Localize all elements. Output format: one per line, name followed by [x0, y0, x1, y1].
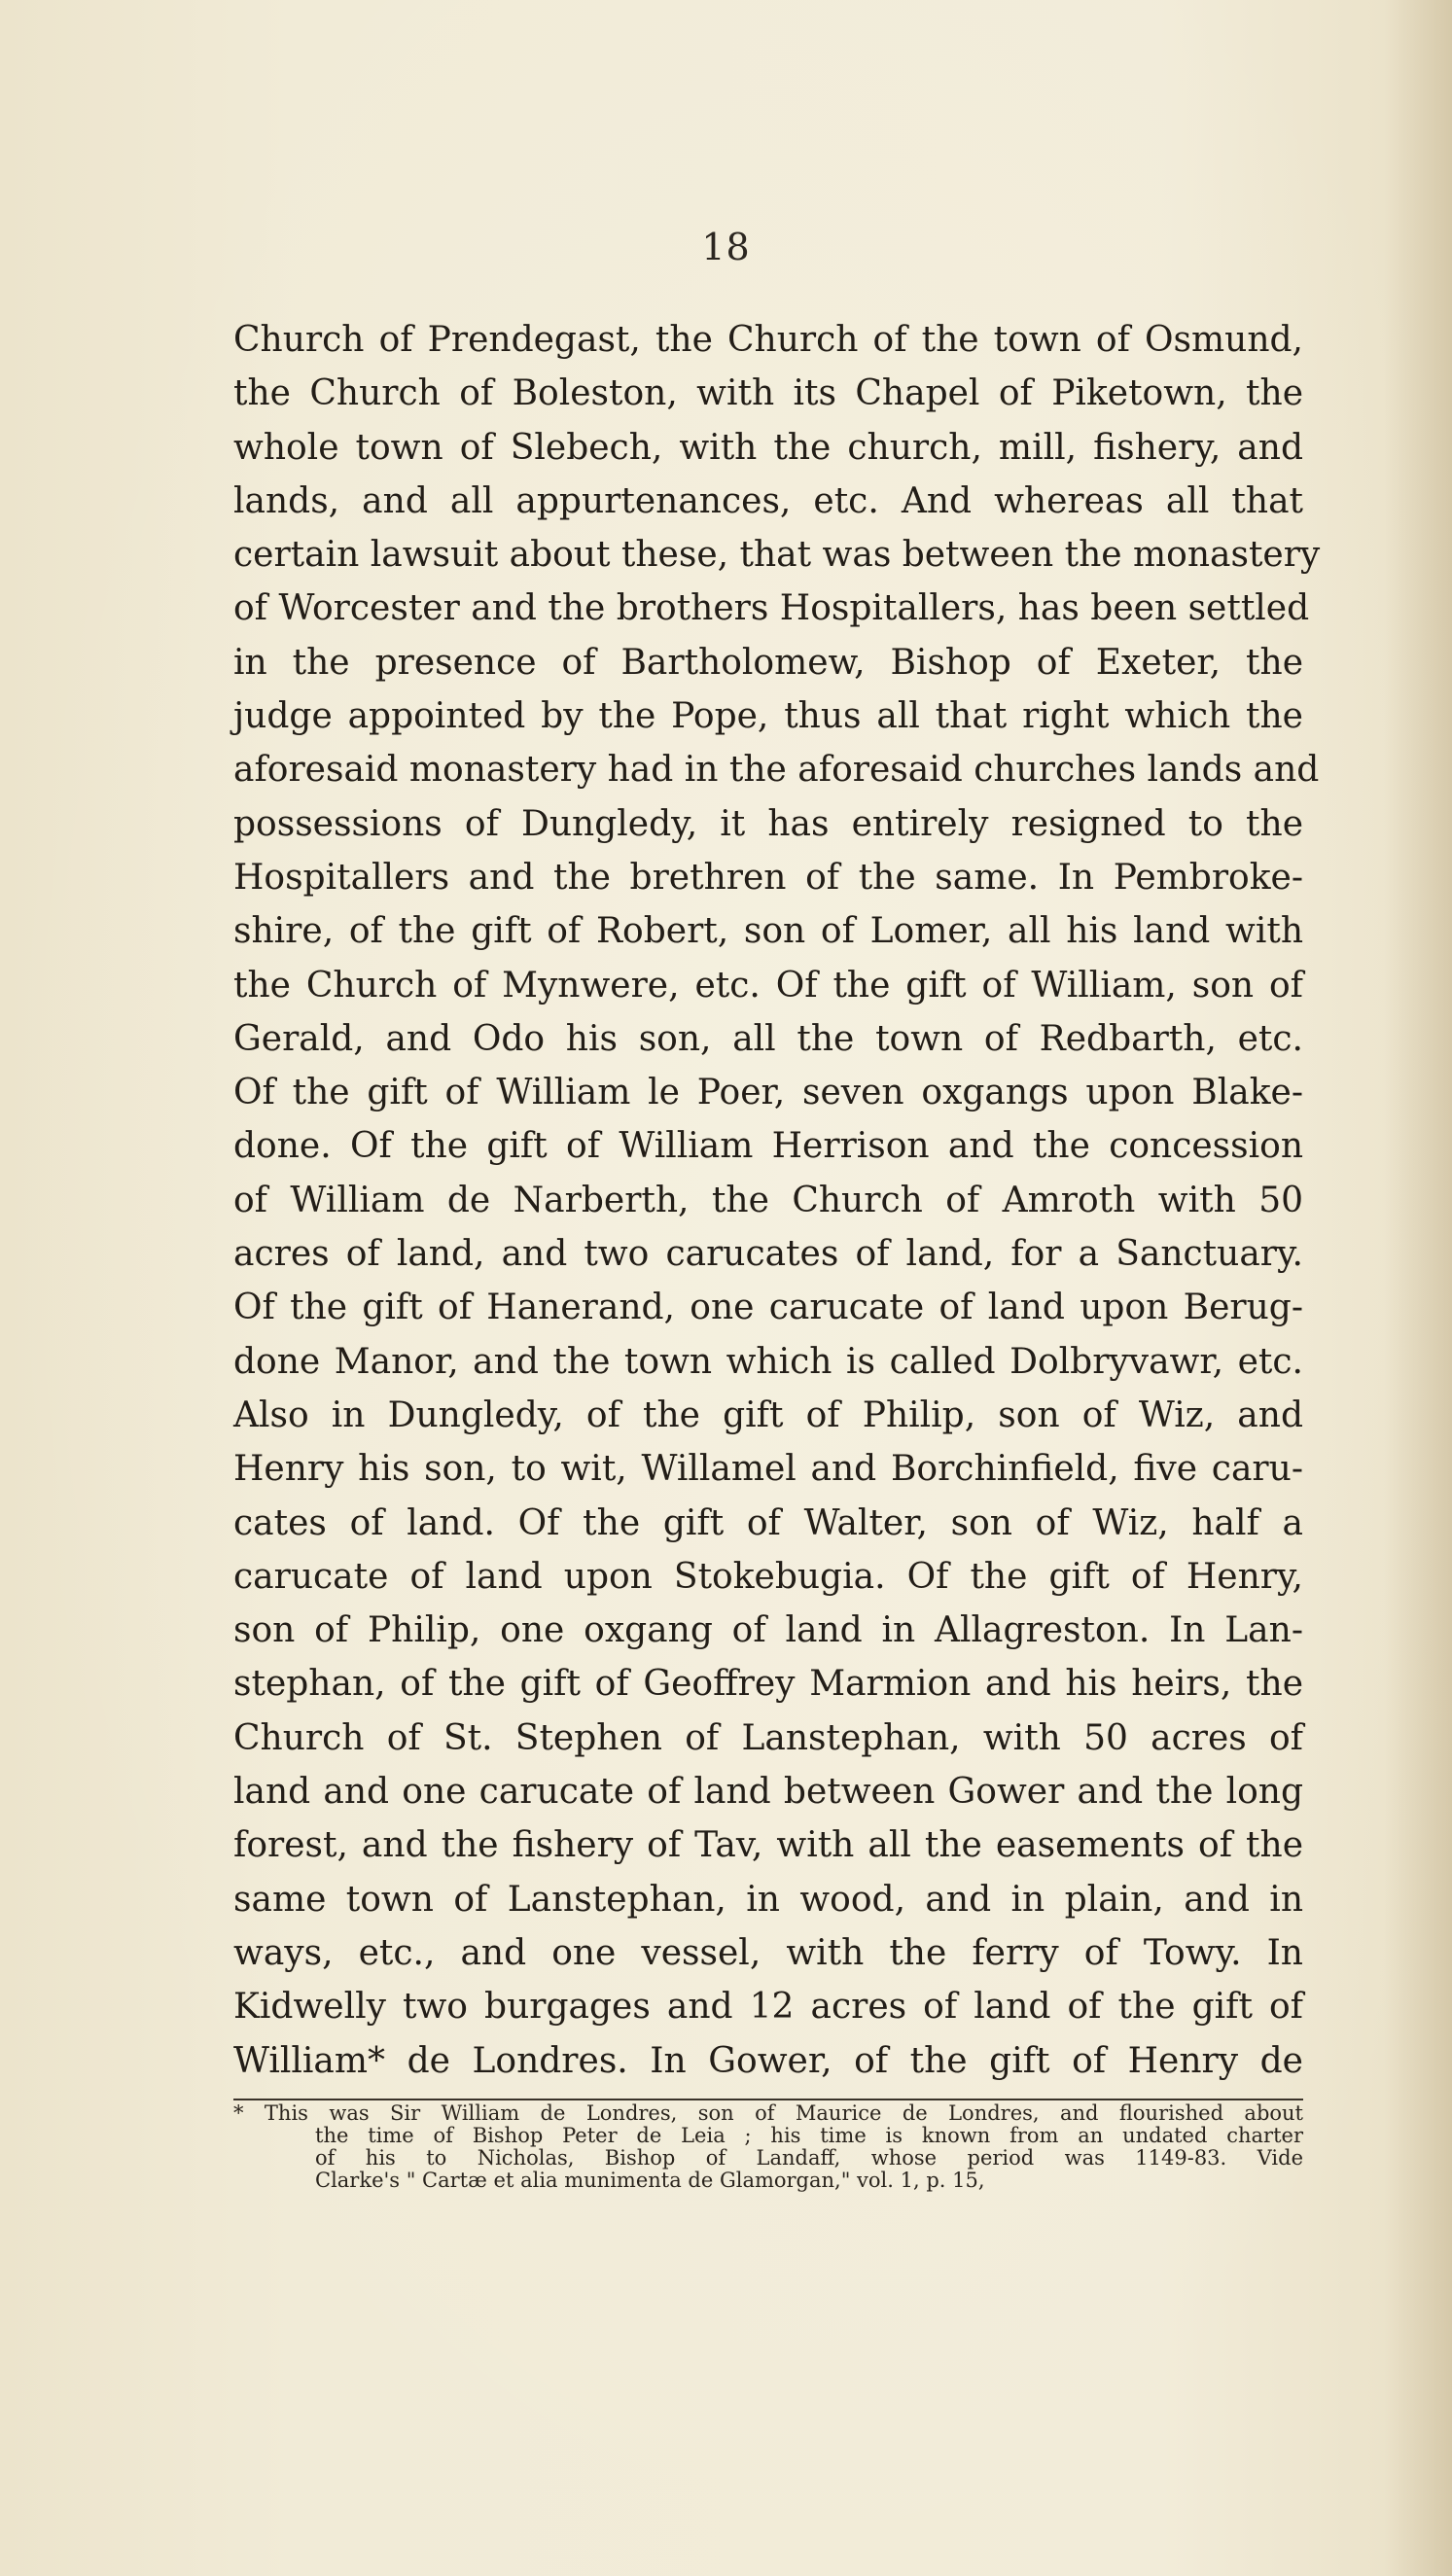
- footnote-line: Clarke's " Cartæ et alia munimenta de Glamorgan," vol. 1, p. 15,: [315, 2169, 985, 2192]
- text-line: certain lawsuit about these, that was between the monastery: [233, 535, 1321, 576]
- text-line: land and one carucate of land between Gower and the long: [233, 1772, 1303, 1813]
- text-line: son of Philip, one oxgang of land in Allagreston. In Lan-: [233, 1610, 1303, 1651]
- text-line: in the presence of Bartholomew, Bishop of Exeter, the: [233, 642, 1303, 683]
- text-line: cates of land. Of the gift of Walter, son of Wiz, half a: [233, 1502, 1303, 1543]
- text-line: judge appointed by the Pope, thus all that right which the: [233, 696, 1303, 737]
- page-edge-shadow: [1384, 0, 1452, 2576]
- text-line: Of the gift of Hanerand, one carucate of land upon Berug-: [233, 1288, 1303, 1328]
- page-number: 18: [701, 226, 751, 268]
- text-line: of William de Narberth, the Church of Amroth with 50: [233, 1180, 1303, 1220]
- text-line: Gerald, and Odo his son, all the town of Redbarth, etc.: [233, 1018, 1303, 1059]
- text-line: aforesaid monastery had in the aforesaid churches lands and: [233, 750, 1320, 791]
- text-line: carucate of land upon Stokebugia. Of the gift of Henry,: [233, 1556, 1303, 1597]
- text-line: stephan, of the gift of Geoffrey Marmion and his heirs, the: [233, 1664, 1303, 1705]
- text-line: the Church of Mynwere, etc. Of the gift of William, son of: [233, 965, 1303, 1006]
- text-line: whole town of Slebech, with the church, mill, fishery, and: [233, 427, 1303, 468]
- text-line: acres of land, and two carucates of land, for a Sanctuary.: [233, 1234, 1303, 1275]
- text-line: done. Of the gift of William Herrison and the concession: [233, 1126, 1303, 1167]
- text-line: of Worcester and the brothers Hospitallers, has been settled: [233, 588, 1310, 629]
- text-line: Hospitallers and the brethren of the same. In Pembroke-: [233, 857, 1303, 898]
- text-line: shire, of the gift of Robert, son of Lomer, all his land with: [233, 911, 1303, 952]
- text-line: the Church of Boleston, with its Chapel of Piketown, the: [233, 373, 1303, 414]
- text-line: William* de Londres. In Gower, of the gift of Henry de: [233, 2040, 1303, 2081]
- footnote-line: * This was Sir William de Londres, son of Maurice de Londres, and flourished about: [233, 2101, 1303, 2125]
- text-line: same town of Lanstephan, in wood, and in plain, and in: [233, 1879, 1303, 1920]
- text-line: ways, etc., and one vessel, with the ferry of Towy. In: [233, 1932, 1303, 1973]
- footnote-line: the time of Bishop Peter de Leia ; his time is known from an undated charter: [315, 2124, 1303, 2147]
- text-line: forest, and the fishery of Tav, with all the easements of the: [233, 1825, 1303, 1866]
- text-line: Church of St. Stephen of Lanstephan, with 50 acres of: [233, 1717, 1303, 1758]
- text-line: lands, and all appurtenances, etc. And whereas all that: [233, 480, 1303, 521]
- text-line: possessions of Dungledy, it has entirely resigned to the: [233, 803, 1303, 844]
- body-text: [233, 313, 1321, 2088]
- footnote: [233, 2102, 1303, 2192]
- text-line: Of the gift of William le Poer, seven oxgangs upon Blake-: [233, 1073, 1303, 1113]
- text-line: Kidwelly two burgages and 12 acres of land of the gift of: [233, 1987, 1303, 2028]
- text-line: Henry his son, to wit, Willamel and Borchinfield, five caru-: [233, 1449, 1303, 1490]
- footnote-line: of his to Nicholas, Bishop of Landaff, whose period was 1149-83. Vide: [315, 2146, 1303, 2170]
- text-line: Church of Prendegast, the Church of the town of Osmund,: [233, 320, 1303, 360]
- text-line: Also in Dungledy, of the gift of Philip, son of Wiz, and: [233, 1394, 1303, 1435]
- text-line: done Manor, and the town which is called Dolbryvawr, etc.: [233, 1341, 1303, 1382]
- footnote-divider: [233, 2099, 1303, 2100]
